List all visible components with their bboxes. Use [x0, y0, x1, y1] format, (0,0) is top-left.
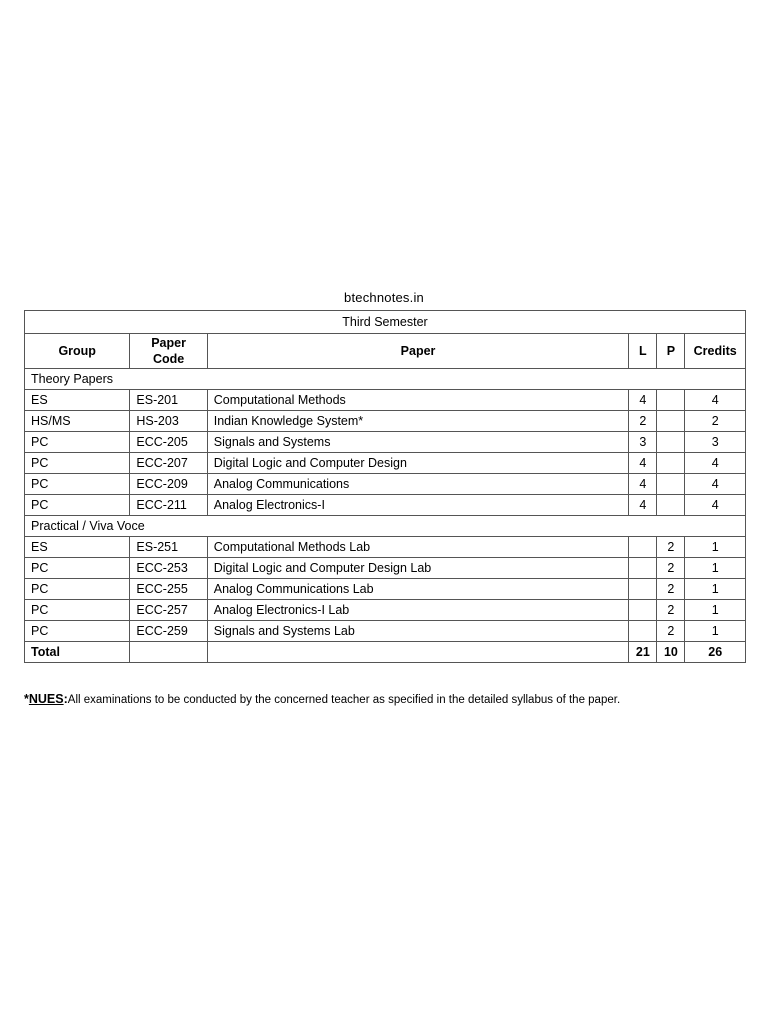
- table-row: [25, 495, 746, 516]
- table-row: [25, 474, 746, 495]
- p-cell: [657, 432, 685, 453]
- l-cell: 4: [629, 390, 657, 411]
- credits-cell: 1: [685, 537, 746, 558]
- paper-code-cell: ECC-253: [130, 558, 207, 579]
- paper-code-cell: ECC-259: [130, 621, 207, 642]
- footnote-colon: :: [63, 692, 68, 706]
- l-cell: 4: [629, 474, 657, 495]
- paper-cell: Signals and Systems Lab: [207, 621, 629, 642]
- header-l: L: [629, 334, 657, 369]
- p-cell: [657, 390, 685, 411]
- total-paper-empty: [207, 642, 629, 663]
- total-p: 10: [657, 642, 685, 663]
- header-credits: Credits: [685, 334, 746, 369]
- table-row: [25, 537, 746, 558]
- paper-code-cell: ECC-211: [130, 495, 207, 516]
- table-row: [25, 453, 746, 474]
- table-row: [25, 558, 746, 579]
- p-cell: 2: [657, 579, 685, 600]
- table-row: [25, 432, 746, 453]
- paper-cell: Digital Logic and Computer Design Lab: [207, 558, 629, 579]
- credits-cell: 1: [685, 558, 746, 579]
- p-cell: 2: [657, 621, 685, 642]
- total-credits: 26: [685, 642, 746, 663]
- credits-cell: 3: [685, 432, 746, 453]
- credits-cell: 1: [685, 579, 746, 600]
- paper-cell: Analog Communications: [207, 474, 629, 495]
- paper-cell: Digital Logic and Computer Design: [207, 453, 629, 474]
- table-row: [25, 621, 746, 642]
- l-cell: [629, 621, 657, 642]
- group-cell: PC: [25, 558, 130, 579]
- group-cell: PC: [25, 474, 130, 495]
- table-row: [25, 411, 746, 432]
- section-title: Practical / Viva Voce: [25, 516, 746, 537]
- group-cell: PC: [25, 495, 130, 516]
- table-row: [25, 390, 746, 411]
- group-cell: HS/MS: [25, 411, 130, 432]
- p-cell: 2: [657, 537, 685, 558]
- paper-cell: Computational Methods Lab: [207, 537, 629, 558]
- semester-title: Third Semester: [25, 311, 746, 334]
- l-cell: 4: [629, 495, 657, 516]
- section-row: [25, 369, 746, 390]
- header-paper: Paper: [207, 334, 629, 369]
- credits-cell: 1: [685, 621, 746, 642]
- section-row: [25, 516, 746, 537]
- paper-code-cell: HS-203: [130, 411, 207, 432]
- paper-cell: Analog Electronics-I Lab: [207, 600, 629, 621]
- paper-code-cell: ECC-207: [130, 453, 207, 474]
- group-cell: PC: [25, 579, 130, 600]
- footnote-star: *: [24, 692, 29, 706]
- p-cell: [657, 495, 685, 516]
- header-p: P: [657, 334, 685, 369]
- site-label: btechnotes.in: [344, 290, 424, 305]
- p-cell: [657, 411, 685, 432]
- credits-cell: 2: [685, 411, 746, 432]
- paper-cell: Indian Knowledge System*: [207, 411, 629, 432]
- paper-cell: Computational Methods: [207, 390, 629, 411]
- footnote-text: All examinations to be conducted by the concerned teacher as specified in the detailed syllabus of the paper.: [67, 694, 621, 706]
- l-cell: 3: [629, 432, 657, 453]
- credits-cell: 4: [685, 474, 746, 495]
- group-cell: PC: [25, 600, 130, 621]
- l-cell: [629, 558, 657, 579]
- l-cell: 4: [629, 453, 657, 474]
- l-cell: [629, 600, 657, 621]
- total-row: [25, 642, 746, 663]
- header-group: Group: [25, 334, 130, 369]
- header-row: [25, 334, 746, 369]
- l-cell: [629, 579, 657, 600]
- credits-cell: 1: [685, 600, 746, 621]
- section-title: Theory Papers: [25, 369, 746, 390]
- paper-code-cell: ECC-209: [130, 474, 207, 495]
- total-l: 21: [629, 642, 657, 663]
- group-cell: ES: [25, 537, 130, 558]
- l-cell: [629, 537, 657, 558]
- credits-cell: 4: [685, 453, 746, 474]
- footnote-label: NUES: [28, 692, 64, 706]
- total-code-empty: [130, 642, 207, 663]
- group-cell: ES: [25, 390, 130, 411]
- syllabus-table: [24, 310, 746, 663]
- l-cell: 2: [629, 411, 657, 432]
- group-cell: PC: [25, 453, 130, 474]
- paper-code-cell: ECC-255: [130, 579, 207, 600]
- credits-cell: 4: [685, 390, 746, 411]
- paper-cell: Signals and Systems: [207, 432, 629, 453]
- group-cell: PC: [25, 432, 130, 453]
- footnote: [24, 692, 620, 706]
- p-cell: 2: [657, 600, 685, 621]
- total-label: Total: [25, 642, 130, 663]
- p-cell: 2: [657, 558, 685, 579]
- credits-cell: 4: [685, 495, 746, 516]
- paper-code-cell: ES-201: [130, 390, 207, 411]
- header-paper-code: Paper Code: [130, 334, 207, 369]
- paper-code-cell: ES-251: [130, 537, 207, 558]
- paper-cell: Analog Communications Lab: [207, 579, 629, 600]
- p-cell: [657, 474, 685, 495]
- table-row: [25, 579, 746, 600]
- semester-title-row: [25, 311, 746, 334]
- p-cell: [657, 453, 685, 474]
- paper-cell: Analog Electronics-I: [207, 495, 629, 516]
- paper-code-cell: ECC-257: [130, 600, 207, 621]
- table-row: [25, 600, 746, 621]
- group-cell: PC: [25, 621, 130, 642]
- paper-code-cell: ECC-205: [130, 432, 207, 453]
